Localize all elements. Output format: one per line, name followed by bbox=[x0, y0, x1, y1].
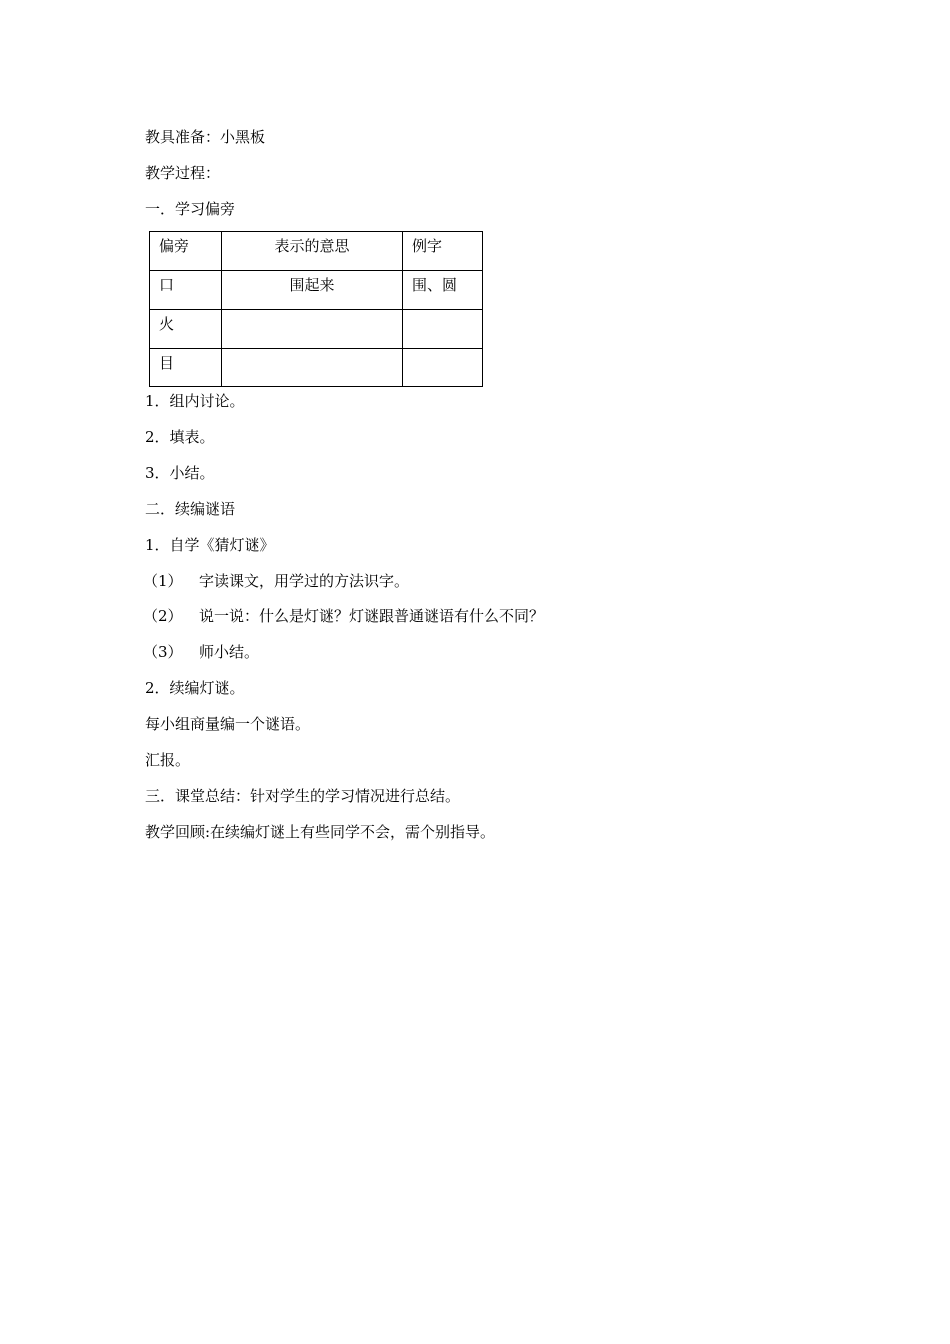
sub-item bbox=[143, 606, 544, 626]
table-cell: 火 bbox=[150, 310, 222, 349]
radical-table bbox=[149, 231, 483, 387]
table-header-row bbox=[150, 232, 483, 271]
section3-summary: 三．课堂总结：针对学生的学习情况进行总结。 bbox=[145, 787, 461, 805]
table-cell: 围、圆 bbox=[403, 271, 483, 310]
sub-item bbox=[143, 642, 259, 662]
table-cell bbox=[222, 310, 403, 349]
section1-title: 一．学习偏旁 bbox=[145, 200, 236, 218]
table-cell bbox=[403, 310, 483, 349]
section2-title: 二．续编谜语 bbox=[145, 500, 236, 518]
prep-line: 教具准备：小黑板 bbox=[145, 128, 266, 146]
table-header-cell: 表示的意思 bbox=[222, 232, 403, 271]
table-cell bbox=[403, 349, 483, 387]
table-cell: 围起来 bbox=[222, 271, 403, 310]
sub-item-number: （3） bbox=[143, 643, 183, 661]
list-item: 1．组内讨论。 bbox=[145, 392, 245, 410]
table-cell: 口 bbox=[150, 271, 222, 310]
list-item: 3．小结。 bbox=[145, 464, 215, 482]
sub-item-text: 说一说：什么是灯谜？灯谜跟普通谜语有什么不同？ bbox=[199, 607, 545, 625]
table-row bbox=[150, 349, 483, 387]
sub-item-text: 字读课文，用学过的方法识字。 bbox=[199, 572, 410, 590]
sub-item-text: 师小结。 bbox=[199, 643, 260, 661]
table-header-cell: 偏旁 bbox=[150, 232, 222, 271]
sub-item-number: （1） bbox=[143, 572, 183, 590]
table-header-cell: 例字 bbox=[403, 232, 483, 271]
table-cell bbox=[222, 349, 403, 387]
list-item: 2．填表。 bbox=[145, 428, 215, 446]
paragraph: 汇报。 bbox=[145, 751, 191, 769]
table-row bbox=[150, 310, 483, 349]
sub-item-number: （2） bbox=[143, 607, 183, 625]
process-heading: 教学过程： bbox=[145, 164, 221, 182]
sub-item bbox=[143, 571, 409, 591]
list-item: 1．自学《猜灯谜》 bbox=[145, 536, 275, 554]
list-item: 2．续编灯谜。 bbox=[145, 679, 245, 697]
table-row bbox=[150, 271, 483, 310]
teaching-review: 教学回顾:在续编灯谜上有些同学不会，需个别指导。 bbox=[145, 823, 496, 841]
table-cell: 目 bbox=[150, 349, 222, 387]
paragraph: 每小组商量编一个谜语。 bbox=[145, 715, 311, 733]
